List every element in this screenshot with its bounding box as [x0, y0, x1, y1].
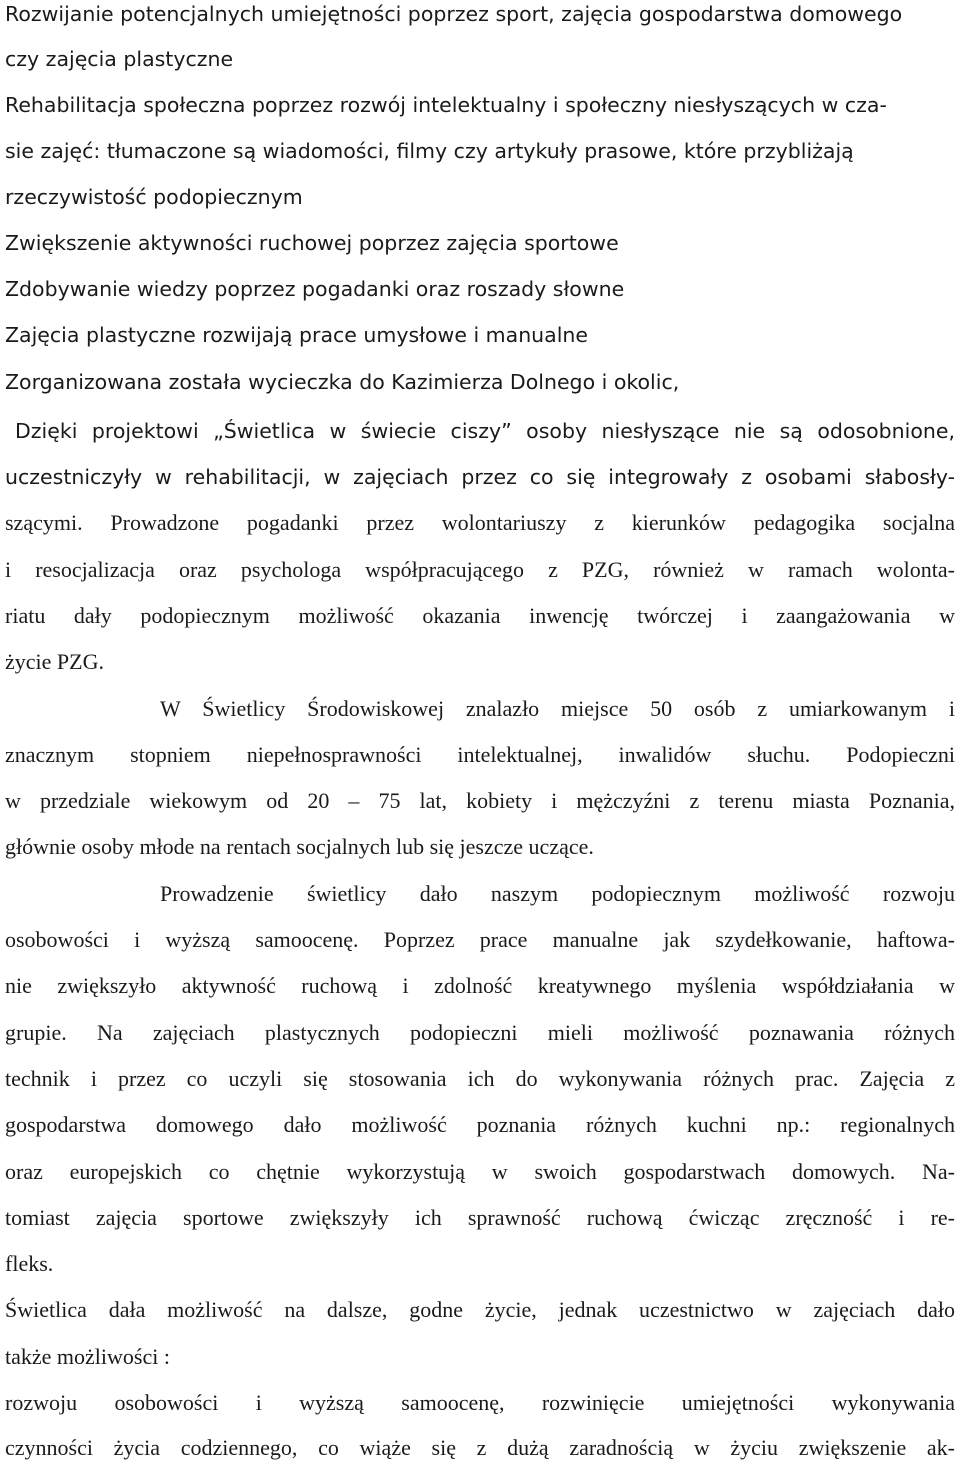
paragraph-line: znacznym stopniem niepełnosprawności intelektualnej, inwalidów słuchu. Podopieczni: [5, 742, 955, 767]
list-item: Rehabilitacja społeczna poprzez rozwój intelektualny i społeczny niesłyszących w cza-: [5, 93, 887, 117]
paragraph-line: głównie osoby młode na rentach socjalnych lub się jeszcze uczące.: [5, 834, 594, 859]
paragraph-line: Świetlica dała możliwość na dalsze, godne życie, jednak uczestnictwo w zajęciach dało: [5, 1297, 955, 1322]
paragraph-line: W Świetlicy Środowiskowej znalazło miejsce 50 osób z umiarkowanym i: [160, 696, 955, 721]
paragraph-line: także możliwości :: [5, 1344, 170, 1369]
paragraph-line: fleks.: [5, 1251, 54, 1276]
list-item: Rozwijanie potencjalnych umiejętności poprzez sport, zajęcia gospodarstwa domowego: [5, 2, 903, 26]
paragraph-line: riatu dały podopiecznym możliwość okazania inwencję twórczej i zaangażowania w: [5, 603, 955, 628]
paragraph-line: Prowadzenie świetlicy dało naszym podopiecznym możliwość rozwoju: [160, 881, 955, 906]
list-item: sie zajęć: tłumaczone są wiadomości, filmy czy artykuły prasowe, które przybliżają: [5, 139, 854, 163]
paragraph-line: w przedziale wiekowym od 20 – 75 lat, kobiety i mężczyźni z terenu miasta Poznania,: [5, 788, 955, 813]
paragraph-line: i resocjalizacja oraz psychologa współpracującego z PZG, również w ramach wolonta-: [5, 557, 955, 582]
list-item: Zdobywanie wiedzy poprzez pogadanki oraz roszady słowne: [5, 277, 625, 301]
paragraph-line: życie PZG.: [5, 649, 104, 674]
paragraph-line: uczestniczyły w rehabilitacji, w zajęciach przez co się integrowały z osobami słabosły-: [5, 465, 955, 489]
paragraph-line: rozwoju osobowości i wyższą samoocenę, rozwinięcie umiejętności wykonywania: [5, 1390, 955, 1415]
paragraph-line: oraz europejskich co chętnie wykorzystują w swoich gospodarstwach domowych. Na-: [5, 1159, 955, 1184]
paragraph-line: nie zwiększyło aktywność ruchową i zdolność kreatywnego myślenia współdziałania w: [5, 973, 955, 998]
paragraph-line: grupie. Na zajęciach plastycznych podopieczni mieli możliwość poznawania różnych: [5, 1020, 955, 1045]
paragraph-line: technik i przez co uczyli się stosowania ich do wykonywania różnych prac. Zajęcia z: [5, 1066, 955, 1091]
list-item: Zorganizowana została wycieczka do Kazimierza Dolnego i okolic,: [5, 370, 680, 394]
paragraph-line: szącymi. Prowadzone pogadanki przez wolontariuszy z kierunków pedagogika socjalna: [5, 510, 955, 535]
paragraph-line: gospodarstwa domowego dało możliwość poznania różnych kuchni np.: regionalnych: [5, 1112, 955, 1137]
paragraph-line: tomiast zajęcia sportowe zwiększyły ich sprawność ruchową ćwicząc zręczność i re-: [5, 1205, 955, 1230]
paragraph-line: czynności życia codziennego, co wiąże się z dużą zaradnością w życiu zwiększenie ak-: [5, 1435, 955, 1460]
list-item: Zwiększenie aktywności ruchowej poprzez zajęcia sportowe: [5, 231, 619, 255]
list-item: rzeczywistość podopiecznym: [5, 185, 303, 209]
paragraph-line: Dzięki projektowi „Świetlica w świecie ciszy” osoby niesłyszące nie są odosobnione,: [15, 419, 955, 443]
paragraph-line: osobowości i wyższą samoocenę. Poprzez prace manualne jak szydełkowanie, haftowa-: [5, 927, 955, 952]
list-item: Zajęcia plastyczne rozwijają prace umysłowe i manualne: [5, 323, 589, 347]
list-item: czy zajęcia plastyczne: [5, 47, 234, 71]
